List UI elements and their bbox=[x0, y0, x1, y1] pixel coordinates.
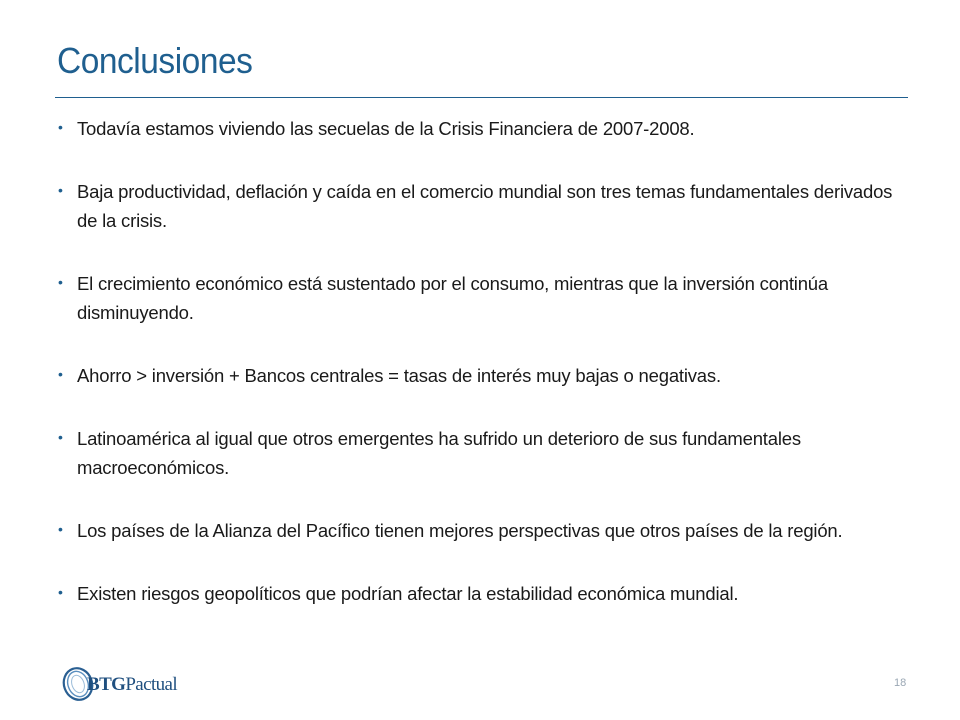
title-divider bbox=[55, 97, 908, 98]
bullet-item bbox=[58, 579, 908, 608]
bullet-item bbox=[58, 269, 908, 327]
bullet-text: Los países de la Alianza del Pacífico tienen mejores perspectivas que otros países de la región. bbox=[77, 520, 843, 541]
bullet-text: Baja productividad, deflación y caída en el comercio mundial son tres temas fundamentales derivados de la crisis. bbox=[77, 181, 893, 231]
bullet-dot-icon: • bbox=[58, 366, 63, 382]
bullet-text: Ahorro > inversión + Bancos centrales = tasas de interés muy bajas o negativas. bbox=[77, 365, 721, 386]
page-number: 18 bbox=[894, 677, 907, 689]
bullet-dot-icon: • bbox=[58, 119, 63, 135]
bullet-dot-icon: • bbox=[58, 182, 63, 198]
logo-wordmark bbox=[87, 674, 177, 696]
bullet-item bbox=[58, 516, 908, 545]
bullet-dot-icon: • bbox=[58, 521, 63, 537]
bullet-item bbox=[58, 361, 908, 390]
bullet-list bbox=[58, 114, 908, 642]
bullet-text: El crecimiento económico está sustentado por el consumo, mientras que la inversión continúa disminuyendo. bbox=[77, 273, 828, 323]
bullet-dot-icon: • bbox=[58, 274, 63, 290]
bullet-text: Latinoamérica al igual que otros emergentes ha sufrido un deterioro de sus fundamentales macroeconómicos. bbox=[77, 428, 801, 478]
bullet-dot-icon: • bbox=[58, 429, 63, 445]
logo-prefix: BTG bbox=[87, 674, 126, 695]
bullet-item bbox=[58, 424, 908, 482]
logo-suffix: Pactual bbox=[125, 674, 178, 695]
bullet-text: Todavía estamos viviendo las secuelas de la Crisis Financiera de 2007-2008. bbox=[77, 118, 695, 139]
bullet-dot-icon: • bbox=[58, 584, 63, 600]
bullet-item bbox=[58, 177, 908, 235]
slide-title: Conclusiones bbox=[57, 40, 253, 81]
bullet-item bbox=[58, 114, 908, 143]
btg-pactual-logo bbox=[60, 664, 200, 704]
bullet-text: Existen riesgos geopolíticos que podrían afectar la estabilidad económica mundial. bbox=[77, 583, 739, 604]
